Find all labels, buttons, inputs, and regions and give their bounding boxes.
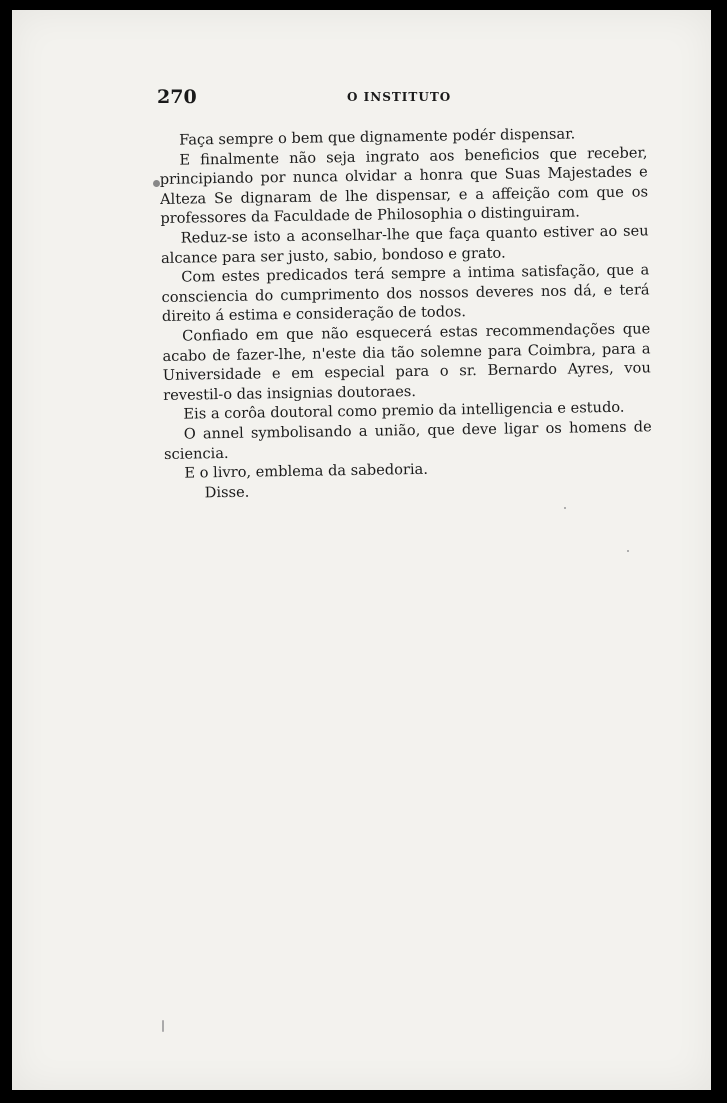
ink-speck — [564, 507, 566, 509]
closing-signoff: Disse. — [204, 483, 250, 502]
page-header — [157, 86, 637, 112]
paragraph: O annel symbolisando a união, que deve ligar os homens de sciencia. — [163, 418, 652, 463]
paragraph: Confiado em que não esquecerá estas recommendações que acabo de fazer-lhe, n'este dia tão solemne para Coimbra, para a Universidade e em especial para o sr. Bernardo Ayres, vou revestil-o das insignias doutoraes. — [162, 320, 651, 404]
book-page — [12, 10, 711, 1090]
paragraph: Eis a corôa doutoral como premio da intelligencia e estudo. — [183, 399, 625, 423]
ink-speck — [153, 180, 160, 187]
paragraph: E o livro, emblema da sabedoria. — [184, 460, 429, 482]
paragraph: Faça sempre o bem que dignamente podér dispensar. — [179, 125, 576, 149]
ink-speck — [627, 550, 629, 552]
paragraph: E finalmente não seja ingrato aos beneficios que receber, principiando por nunca olvidar a honra que Suas Majestades e Alteza Se dignaram de lhe dispensar, e a affeição com que os professores da Faculdade de Philosophia o distinguiram. — [159, 143, 649, 228]
running-title: O INSTITUTO — [347, 90, 452, 104]
body-text — [159, 123, 653, 503]
ink-speck — [162, 1020, 164, 1032]
page-number: 270 — [157, 86, 197, 108]
paragraph: Reduz-se isto a aconselhar-lhe que faça quanto estiver ao seu alcance para ser justo, sabio, bondoso e grato. — [160, 222, 649, 267]
paragraph: Com estes predicados terá sempre a intima satisfação, que a consciencia do cumprimento dos nossos deveres nos dá, e terá direito á estima e consideração de todos. — [161, 261, 650, 326]
